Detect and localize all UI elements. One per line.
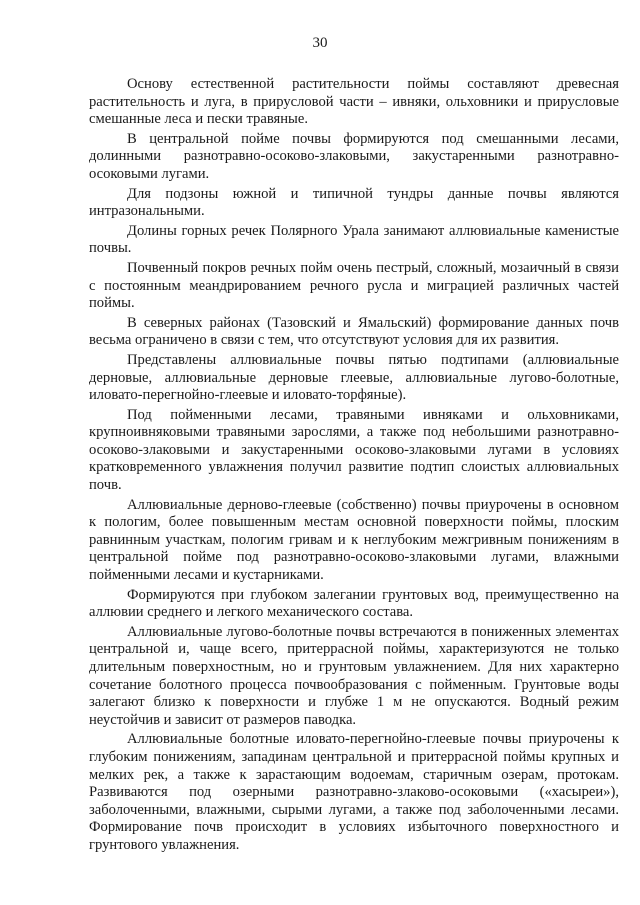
paragraph: Аллювиальные болотные иловато-перегнойно-глеевые почвы приурочены к глубоким понижениям, западинам центральной и притеррасной поймы крупных и мелких рек, а также к зарастающим водоемам, старичным озерам, протокам. Развиваются под озерными разнотравно-злаково-осоковыми («хасыреи»), заболоченными, влажными, сырыми лугами, а также под заболоченными лесами. Формирование почв происходит в условиях избыточного поверхностного и грунтового увлажнения.: [89, 731, 619, 853]
paragraph: Для подзоны южной и типичной тундры данные почвы являются интразональными.: [89, 185, 619, 220]
paragraph: Аллювиальные лугово-болотные почвы встречаются в пониженных элементах центральной и, чаще всего, притеррасной поймы, характеризуются не только длительным поверхностным, но и грунтовым увлажнением. Для них характерно сочетание болотного процесса почвообразования с пойменным. Грунтовые воды залегают близко к поверхности и глубже 1 м не опускаются. Водный режим неустойчив и зависит от размеров паводка.: [89, 623, 619, 728]
paragraph: Под пойменными лесами, травяными ивняками и ольховниками, крупноивняковыми травяными зарослями, а также под небольшими разнотравно-осоково-злаковыми и закустаренными осоково-злаковыми лугами в условиях кратковременного увлажнения получил развитие подтип слоистых аллювиальных почв.: [89, 406, 619, 494]
paragraph: Долины горных речек Полярного Урала занимают аллювиальные каменистые почвы.: [89, 222, 619, 257]
paragraph: В центральной пойме почвы формируются под смешанными лесами, долинными разнотравно-осоково-злаковыми, закустаренными разнотравно-осоковыми лугами.: [89, 130, 619, 182]
page-number: 30: [312, 35, 328, 51]
paragraph: В северных районах (Тазовский и Ямальский) формирование данных почв весьма ограничено в связи с тем, что отсутствуют условия для их развития.: [89, 314, 619, 349]
body-text: [89, 76, 619, 857]
paragraph: Основу естественной растительности поймы составляют древесная растительность и луга, в прирусловой части – ивняки, ольховники и прирусловые смешанные леса и пески травяные.: [89, 76, 619, 128]
paragraph: Представлены аллювиальные почвы пятью подтипами (аллювиальные дерновые, аллювиальные дерновые глеевые, аллювиальные лугово-болотные, иловато-перегнойно-глеевые и иловато-торфяные).: [89, 351, 619, 404]
paragraph: Почвенный покров речных пойм очень пестрый, сложный, мозаичный в связи с постоянным меандрированием речного русла и миграцией различных частей поймы.: [89, 259, 619, 312]
paragraph: Аллювиальные дерново-глеевые (собственно) почвы приурочены в основном к пологим, более повышенным местам основной поверхности поймы, плоским равнинным участкам, пологим гривам и к неглубоким межгривным понижениям в центральной пойме под разнотравно-осоково-злаковыми лугами, влажными пойменными лесами и кустарниками.: [89, 496, 619, 584]
paragraph: Формируются при глубоком залегании грунтовых вод, преимущественно на аллювии среднего и легкого механического состава.: [89, 586, 619, 621]
